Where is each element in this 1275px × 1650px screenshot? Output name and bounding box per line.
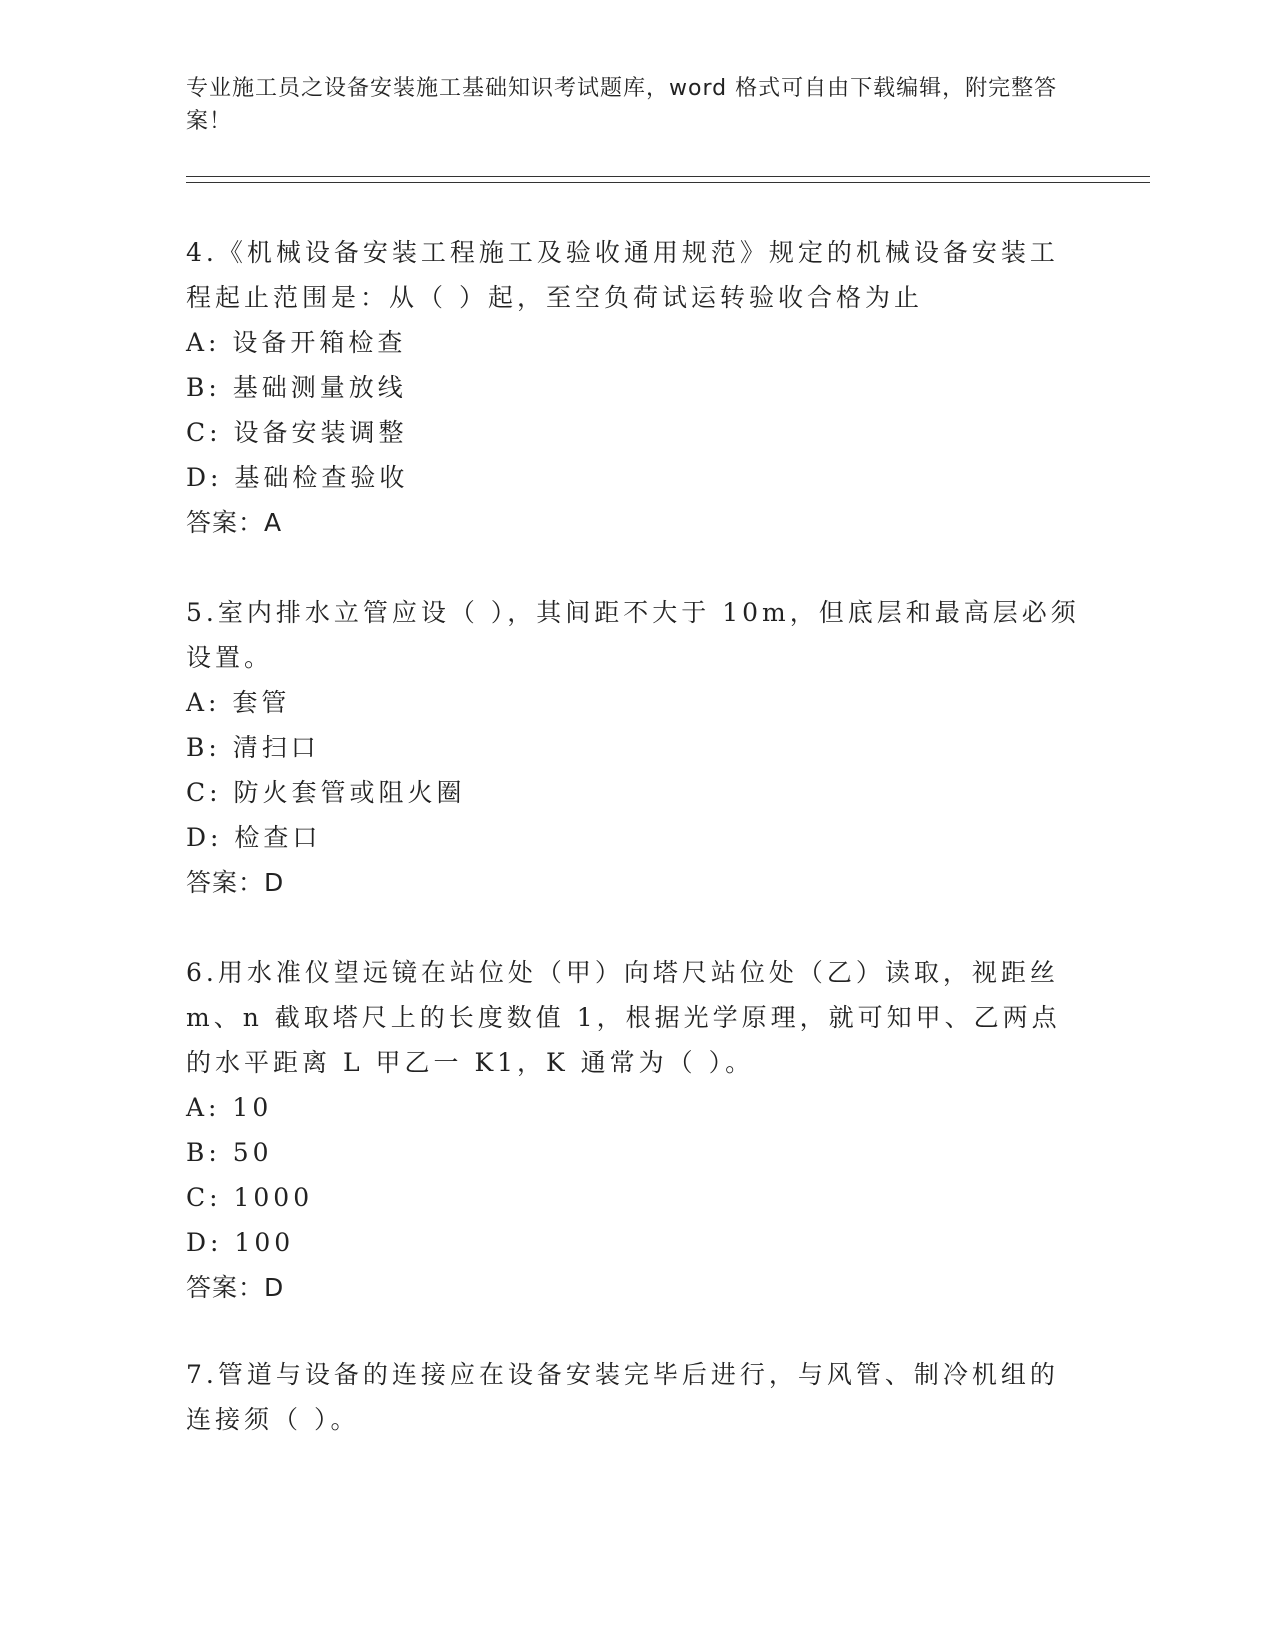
- option-d: D: 基础检查验收: [186, 463, 409, 492]
- option-a: A: 设备开箱检查: [186, 328, 407, 357]
- answer: 答案：D: [186, 1273, 285, 1302]
- option-b: B: 基础测量放线: [186, 373, 407, 402]
- option-a: A: 10: [186, 1093, 273, 1122]
- option-a: A: 套管: [186, 688, 291, 717]
- option-d: D: 100: [186, 1228, 295, 1257]
- question-4: [186, 230, 1086, 545]
- option-b: B: 清扫口: [186, 733, 320, 762]
- question-stem: 7.管道与设备的连接应在设备安装完毕后进行，与风管、制冷机组的连接须（ ）。: [186, 1360, 1059, 1434]
- question-stem: 4.《机械设备安装工程施工及验收通用规范》规定的机械设备安装工程起止范围是：从（ ）起，至空负荷试运转验收合格为止: [186, 238, 1059, 312]
- question-5: [186, 590, 1086, 905]
- question-stem: 6.用水准仪望远镜在站位处（甲）向塔尺站位处（乙）读取，视距丝 m、n 截取塔尺上的长度数值 1，根据光学原理，就可知甲、乙两点的水平距离 L 甲乙一 K1，K 通常为（ ）。: [186, 958, 1061, 1077]
- option-c: C: 防火套管或阻火圈: [186, 778, 466, 807]
- option-c: C: 1000: [186, 1183, 314, 1212]
- document-header: 专业施工员之设备安装施工基础知识考试题库，word 格式可自由下载编辑，附完整答案！: [186, 76, 1058, 134]
- question-7: [186, 1352, 1086, 1442]
- option-b: B: 50: [186, 1138, 273, 1167]
- option-c: C: 设备安装调整: [186, 418, 408, 447]
- question-stem: 5.室内排水立管应设（ ），其间距不大于 10m，但底层和最高层必须设置。: [186, 598, 1080, 672]
- answer: 答案：A: [186, 508, 283, 537]
- answer: 答案：D: [186, 868, 285, 897]
- header-divider: [186, 176, 1150, 183]
- option-d: D: 检查口: [186, 823, 322, 852]
- question-6: [186, 950, 1086, 1310]
